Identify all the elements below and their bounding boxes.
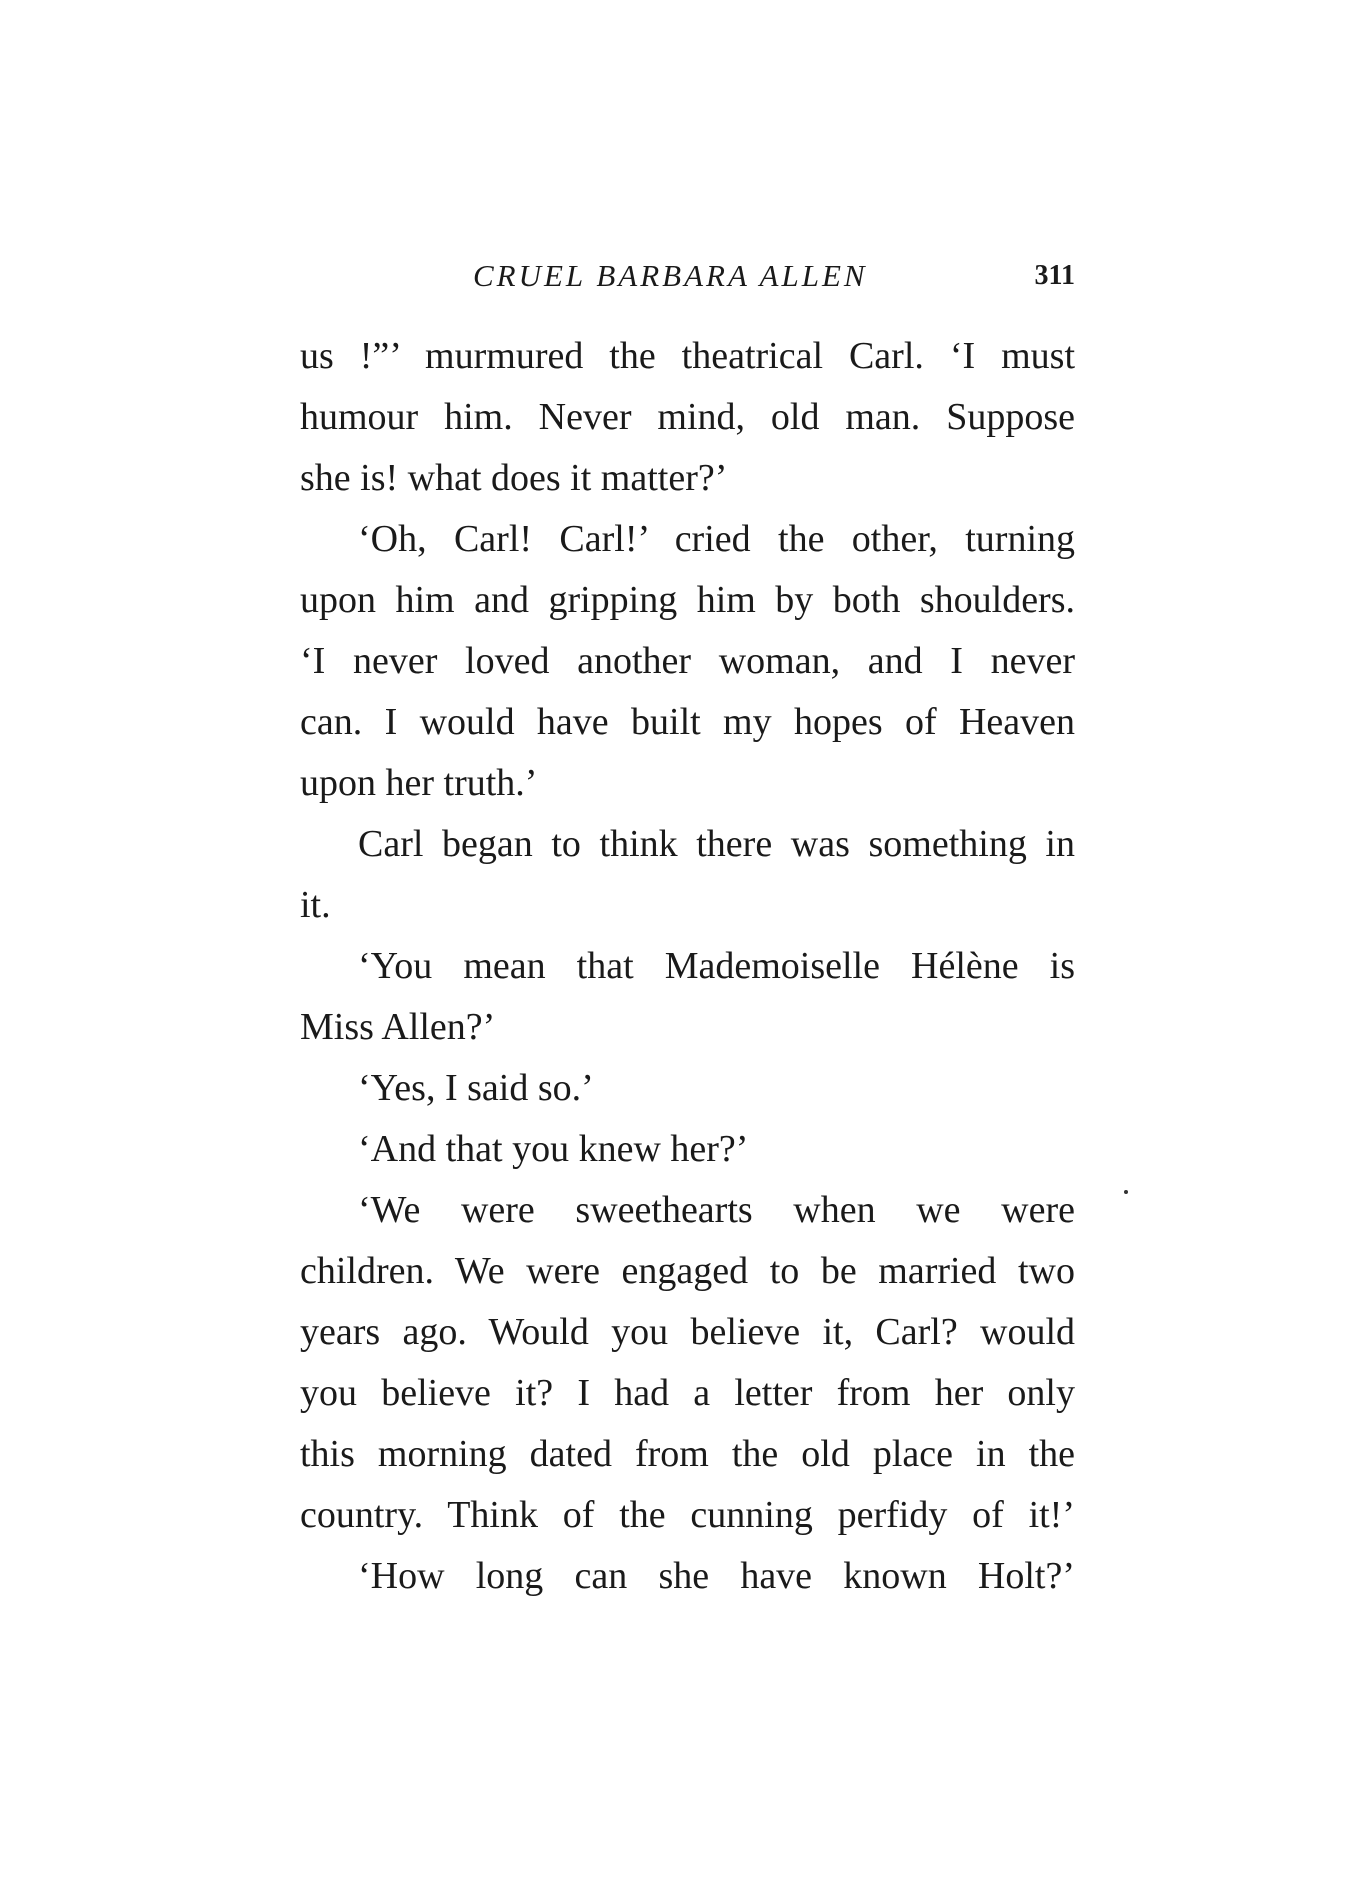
text-line: it. <box>300 884 331 926</box>
text-line: she is! what does it matter?’ <box>300 457 728 499</box>
text-line: children. We were engaged to be married two <box>300 1250 1075 1292</box>
text-line: country. Think of the cunning perfidy of it!’ <box>300 1494 1075 1536</box>
text-line: this morning dated from the old place in the <box>300 1433 1075 1475</box>
page-number: 311 <box>1034 260 1075 291</box>
running-head <box>300 258 1075 302</box>
text-line: can. I would have built my hopes of Heaven <box>300 701 1075 743</box>
text-line: ‘We were sweethearts when we were <box>358 1189 1075 1231</box>
text-line: ‘And that you knew her?’ <box>358 1128 749 1170</box>
text-line: humour him. Never mind, old man. Suppose <box>300 396 1075 438</box>
text-line: us !”’ murmured the theatrical Carl. ‘I must <box>300 335 1075 377</box>
text-line: ‘Yes, I said so.’ <box>358 1067 594 1109</box>
text-line: ‘How long can she have known Holt?’ <box>358 1555 1075 1597</box>
text-line: ‘I never loved another woman, and I never <box>300 640 1075 682</box>
text-line: upon her truth.’ <box>300 762 538 804</box>
text-line: ‘You mean that Mademoiselle Hélène is <box>358 945 1075 987</box>
text-line: years ago. Would you believe it, Carl? would <box>300 1311 1075 1353</box>
text-line: ‘Oh, Carl! Carl!’ cried the other, turning <box>358 518 1075 560</box>
stray-ink-dot <box>1124 1190 1128 1194</box>
text-line: upon him and gripping him by both shoulders. <box>300 579 1075 621</box>
text-line: you believe it? I had a letter from her only <box>300 1372 1075 1414</box>
body-text <box>300 326 1075 1607</box>
text-line: Miss Allen?’ <box>300 1006 496 1048</box>
text-line: Carl began to think there was something in <box>358 823 1075 865</box>
running-title: CRUEL BARBARA ALLEN <box>473 258 868 293</box>
